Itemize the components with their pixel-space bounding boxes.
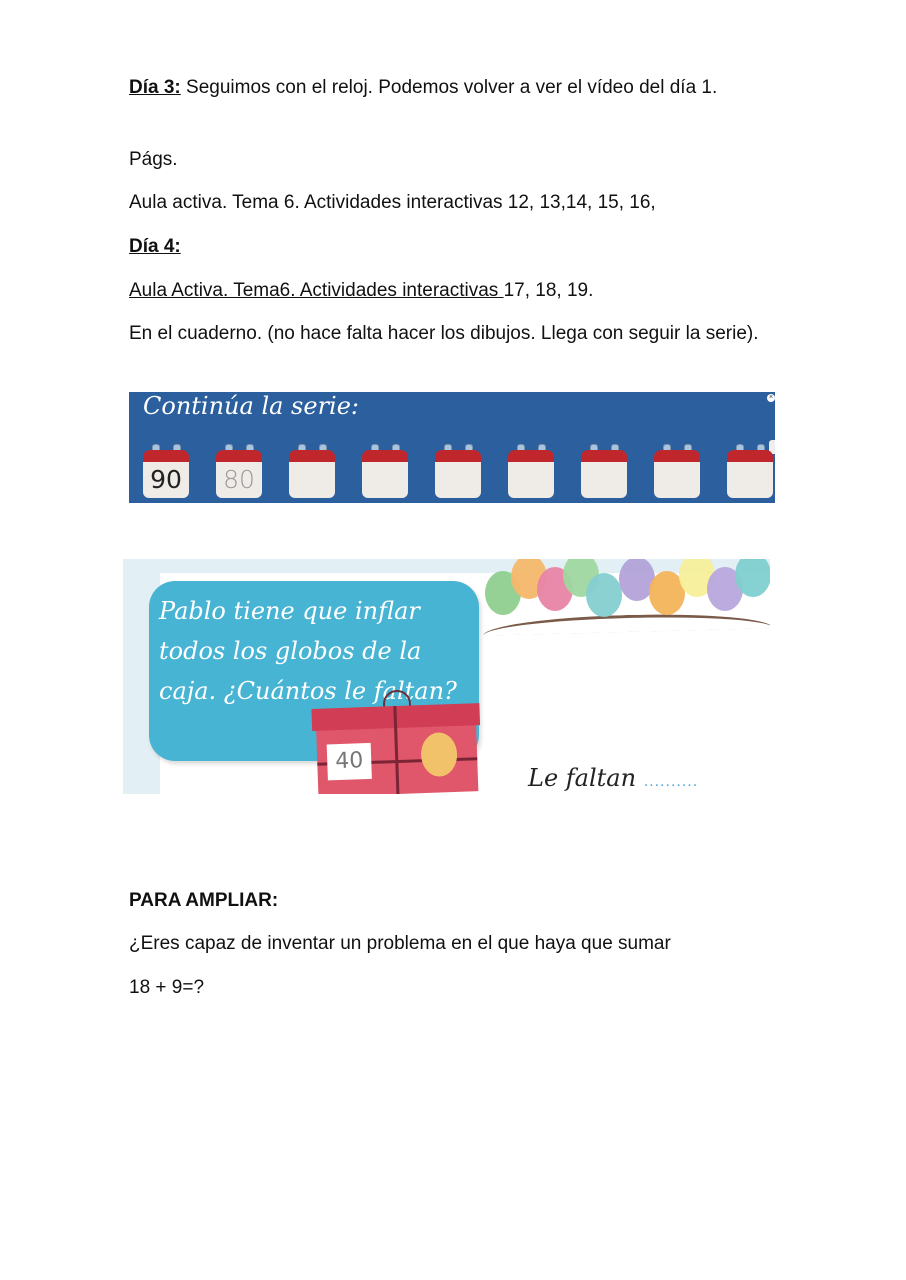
ampliar-sum: 18 + 9=? bbox=[129, 977, 205, 998]
gift-tag: 40 bbox=[327, 743, 372, 781]
calendar-blank bbox=[435, 462, 481, 498]
dia3-aula-line: Aula activa. Tema 6. Actividades interactivas 12, 13,14, 15, 16, bbox=[129, 192, 656, 213]
answer-label: Le faltan bbox=[528, 764, 637, 792]
serie-title: Continúa la serie: bbox=[143, 392, 360, 420]
aula-activa-numbers: 17, 18, 19. bbox=[503, 280, 594, 301]
calendar-icon bbox=[654, 444, 700, 498]
dia3-label: Día 3: bbox=[129, 77, 181, 98]
calendar-blank bbox=[727, 462, 773, 498]
gift-box-icon bbox=[316, 709, 479, 794]
calendar-value: 80 bbox=[216, 462, 262, 498]
calendar-value: 90 bbox=[143, 462, 189, 498]
ampliar-heading: PARA AMPLIAR: bbox=[129, 890, 279, 911]
answer-blank: .......... bbox=[643, 774, 699, 790]
dia3-text: Seguimos con el reloj. Podemos volver a ver el vídeo del día 1. bbox=[180, 77, 718, 98]
close-icon: × bbox=[768, 394, 774, 401]
dia3-paragraph bbox=[129, 74, 779, 101]
calendar-icon bbox=[435, 444, 481, 498]
ampliar-question: ¿Eres capaz de inventar un problema en el que haya que sumar bbox=[129, 933, 671, 954]
rope bbox=[483, 611, 770, 636]
calendar-icon bbox=[581, 444, 627, 498]
calendar-icon bbox=[216, 444, 262, 498]
dia4-label: Día 4: bbox=[129, 236, 181, 257]
calendar-blank bbox=[581, 462, 627, 498]
dia4-aula-line bbox=[129, 277, 779, 304]
calendar-blank bbox=[508, 462, 554, 498]
calendar-icon bbox=[508, 444, 554, 498]
cuaderno-paragraph: En el cuaderno. (no hace falta hacer los dibujos. Llega con seguir la serie). bbox=[129, 323, 759, 344]
calendar-blank bbox=[654, 462, 700, 498]
calendar-icon bbox=[143, 444, 189, 498]
globos-image bbox=[123, 559, 770, 794]
calendar-icon bbox=[362, 444, 408, 498]
serie-image bbox=[129, 392, 775, 503]
balloon-icon bbox=[735, 559, 770, 597]
calendar-blank bbox=[289, 462, 335, 498]
calendar-blank bbox=[362, 462, 408, 498]
answer-line bbox=[528, 764, 698, 792]
balloon-icon bbox=[420, 732, 458, 777]
balloon-icon bbox=[586, 573, 622, 617]
aula-activa-link[interactable]: Aula Activa. Tema6. Actividades interactivas bbox=[129, 280, 504, 301]
top-band bbox=[123, 559, 770, 573]
problem-text: Pablo tiene que inflar todos los globos de la caja. ¿Cuántos le faltan? bbox=[159, 597, 457, 705]
calendar-icon bbox=[727, 444, 773, 498]
pags-line: Págs. bbox=[129, 149, 178, 170]
calendar-icon bbox=[289, 444, 335, 498]
